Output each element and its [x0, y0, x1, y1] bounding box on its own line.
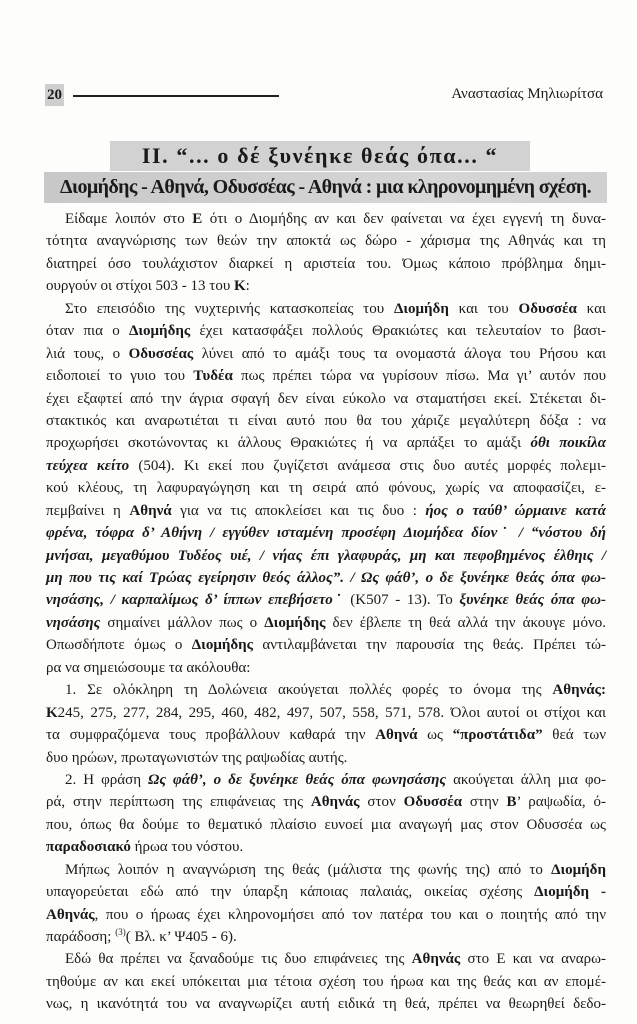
text-run: Αθηνάς	[310, 794, 360, 811]
text-run: ρά, στην περίπτωση της επιφάνειας της	[46, 794, 311, 811]
text-run: Ε	[192, 211, 203, 227]
page-number: 20	[45, 84, 64, 106]
text-run: ειδοποιεί το γυιο του	[46, 368, 194, 385]
text-run: ρα να σημειώσουμε τα ακόλουθα:	[46, 659, 251, 676]
text-run: Διομήδης	[264, 614, 326, 631]
chapter-title: II. “... ο δέ ξυνέηκε θεάς όπα... “	[110, 141, 530, 171]
text-run: θεά των	[542, 727, 606, 744]
text-run: νησάσης, / καρπαλίμως δ’ ίππων επεβήσετο˙	[46, 592, 344, 609]
text-line	[46, 791, 606, 813]
text-run: στον	[359, 794, 404, 811]
header-rule	[73, 95, 279, 97]
text-run: παράδοση;	[46, 929, 116, 945]
text-line	[46, 747, 606, 769]
text-run: φρένα, τόφρα δ’ Αθήνη / εγγύθεν ισταμένη προσέφη Διομήδεα δίον˙ / “νόστου δή	[46, 525, 606, 542]
text-run: ως	[417, 727, 453, 744]
text-run: για να τις αποκλείσει και τις δυο :	[171, 502, 426, 519]
text-run: έχει κατασφάξει πολλούς Θρακιώτες και τελευταίον το βασι-	[190, 323, 606, 340]
text-run: Διομήδη	[393, 300, 449, 317]
text-line	[46, 477, 606, 499]
text-line	[46, 343, 606, 365]
text-run: Αθηνά	[129, 502, 172, 519]
text-line	[46, 365, 606, 387]
text-line	[46, 455, 606, 477]
text-line	[46, 612, 606, 634]
text-line	[46, 500, 606, 522]
text-run: Διομήδης	[129, 323, 191, 340]
text-run: αντιλαμβάνεται την παρουσία της θεάς. Πρέπει τώ-	[252, 637, 606, 654]
text-run: Αθηνάς	[411, 951, 461, 968]
text-run: 1. Σε ολόκληρη τη Δολώνεια ακούγεται πολλές φορές το όνομα της	[65, 682, 553, 699]
text-run: Κ	[234, 278, 246, 295]
text-run: Στο επεισόδιο της νυχτερινής κατασκοπείας του	[65, 300, 394, 317]
text-line	[46, 948, 606, 970]
text-run: 245, 275, 277, 284, 295, 460, 482, 497, 507, 558, 571, 578. Όλοι αυτοί οι στίχοι και	[57, 704, 606, 721]
text-run: 2. Η φράση	[65, 771, 149, 788]
text-run: που, όπως θα δούμε το θεματικό πλαίσιο ευνοεί μια αναγωγή μας στον Οδυσσέα ως	[46, 816, 606, 833]
text-run: “προστάτιδα”	[452, 727, 543, 744]
text-run: έχει εξαφτεί από την άγρια σφαγή δεν είναι εύκολο να σταματήσει εκεί. Στέκεται δι-	[46, 390, 606, 407]
text-line	[46, 881, 606, 903]
text-run: ήος ο ταύθ’ ώρμαινε κατά	[425, 502, 606, 519]
text-run: Τυδέα	[193, 368, 233, 385]
text-run: τα συμφραζόμενα τους προβάλλουν καθαρά την	[46, 727, 376, 744]
text-run: Ως φάθ’, ο δε ξυνέηκε θεάς όπα φωνησάσης	[148, 771, 447, 788]
text-line	[46, 432, 606, 454]
text-line	[46, 634, 606, 656]
text-run: όταν πια ο	[46, 323, 129, 340]
text-run: κού κλέους, τη λαφυραγώγηση και τη σειρά από φόνους, χωρίς να αποφασίζει, ε-	[46, 480, 606, 497]
running-header-author: Αναστασίας Μηλιωρίτσα	[451, 86, 603, 102]
text-line	[46, 769, 606, 791]
text-run: υπαγορεύεται εδώ από την ύπαρξη κάποιας παλαιάς, οικείας σχέσης	[46, 884, 535, 901]
text-run: Αθηνά	[375, 727, 418, 744]
text-run: Οδυσσέα	[518, 300, 577, 317]
text-line	[46, 567, 606, 589]
text-run: (504). Κι εκεί που ζυγίζετσι ανάμεσα στις δυο αυτές μορφές πολεμι-	[129, 457, 606, 474]
text-line	[46, 993, 606, 1015]
text-line	[46, 230, 606, 252]
text-run: Διομήδη	[551, 861, 606, 878]
text-run: στο Ε και να αναρω-	[460, 951, 607, 968]
text-run: ουργούν οι στίχοι 503 - 13 του	[46, 278, 234, 295]
text-line	[46, 836, 606, 858]
text-run: ξυνέηκε θεάς όπα φω-	[459, 592, 606, 609]
text-line	[46, 208, 606, 230]
text-line	[46, 298, 606, 320]
text-run: Διομήδης	[191, 637, 253, 654]
text-line	[46, 320, 606, 342]
text-line	[46, 657, 606, 679]
text-run: όθι ποικίλα	[530, 435, 606, 452]
text-run: , που ο ήρωας έχει κληρονομήσει από τον πατέρα του και ο ποιητής από την	[94, 906, 606, 923]
text-line	[46, 545, 606, 567]
text-line	[46, 679, 606, 701]
body-text	[46, 208, 606, 1016]
text-run: σημαίνει μάλλον πως ο	[100, 614, 265, 631]
text-run: (Κ507 - 13). Το	[343, 592, 460, 609]
text-line	[46, 926, 606, 948]
text-line	[46, 971, 606, 993]
text-run: τότητα αναγνώρισης των θεών την αποκτά ως δώρο - χάρισμα της Αθηνάς και τη	[46, 233, 606, 250]
text-run: ότι ο Διομήδης αν και δεν φαίνεται να έχει εγγενή τη δυνα-	[202, 211, 607, 227]
text-run: δεν έβλεπε τη θεά αλλά την άκουγε μόνο.	[325, 614, 606, 631]
text-run: Αθηνάς:	[552, 682, 606, 699]
text-run: δυο ηρώων, πρωταγωνιστών της ραψωδίας αυτής.	[46, 749, 348, 766]
text-run: ( Βλ. κ’ Ψ405 - 6).	[125, 929, 237, 945]
text-run: και	[576, 300, 606, 317]
text-run: Οπωσδήποτε όμως ο	[46, 637, 192, 654]
text-run: λιά τους, ο	[46, 345, 129, 362]
text-line	[46, 702, 606, 724]
text-run: στην	[462, 794, 507, 811]
text-line	[46, 275, 606, 297]
text-run: Μήπως λοιπόν η αναγνώριση της θεάς (μάλιστα της φωνής της) από το	[65, 861, 552, 878]
text-run: προχωρήσει σκοτώνοντας κι άλλους Θρακιώτες ή να αρπάξει το αμάξι	[46, 435, 531, 452]
text-run: ακούγεται άλλη μια φο-	[446, 771, 606, 788]
text-run: Β	[506, 794, 517, 811]
text-run: Είδαμε λοιπόν στο	[65, 211, 193, 227]
text-run: διατηρεί όσο τουλάχιστον διαρκεί η αριστεία του. Όμως κάποιο πρόβλημα δημι-	[46, 255, 606, 272]
text-run: μνήσαι, μεγαθύμου Τυδέος υιέ, / νήας έπι γλαφυράς, μη και πεφοβημένος έλθηις /	[46, 547, 606, 564]
text-line	[46, 589, 606, 611]
text-run: νως, η ικανότητά του να αναγνωρίζει αυτή ειδικά τη θεά, πρέπει να θεωρηθεί δεδο-	[46, 996, 606, 1013]
text-run: Κ	[46, 704, 58, 721]
text-line	[46, 522, 606, 544]
text-run: Οδυσσέα	[403, 794, 462, 811]
text-run: ήρωα του νόστου.	[130, 839, 244, 856]
text-run: τηθούμε αν και εκεί υπόκειται μια τέτοια σχέση του ήρωα και της θεάς και αν επομέ-	[46, 973, 606, 990]
text-run: στακτικός και αναρωτιέται τι είναι αυτό που θα του χάριζε μεγαλύτερη δόξα : να	[46, 412, 606, 429]
text-run: παραδοσιακό	[46, 839, 131, 856]
text-line	[46, 904, 606, 926]
footnote-ref: (3)	[115, 927, 126, 937]
text-line	[46, 253, 606, 275]
text-run: ’ ραψωδία, ό-	[516, 794, 606, 811]
text-run: και του	[448, 300, 519, 317]
text-line	[46, 410, 606, 432]
text-line	[46, 388, 606, 410]
text-run: πεμβαίνει η	[46, 502, 130, 519]
text-run: νησάσης	[46, 614, 101, 631]
text-run: Εδώ θα πρέπει να ξαναδούμε τις δυο επιφάνειες της	[65, 951, 412, 968]
text-run: τεύχεα κείτο	[46, 457, 130, 474]
text-line	[46, 814, 606, 836]
text-run: πως πρέπει τώρα να γυρίσουν πίσω. Μα γι’ αυτόν που	[232, 368, 606, 385]
text-run: Διομήδη -	[534, 884, 606, 901]
text-run: Αθηνάς	[46, 906, 95, 923]
chapter-subtitle: Διομήδης - Αθηνά, Οδυσσέας - Αθηνά : μια κληρονομημένη σχέση.	[44, 172, 607, 203]
text-line	[46, 859, 606, 881]
text-run: μη που τις καί Τρώας εγείρησιν θεός άλλος”. / Ως φάθ’, ο δε ξυνέηκε θεάς όπα φω-	[46, 570, 606, 586]
text-line	[46, 724, 606, 746]
text-run: Οδυσσέας	[128, 345, 194, 362]
text-run: :	[245, 278, 250, 295]
text-run: λύνει από το αμάξι τους τα ονομαστά άλογα του Ρήσου και	[193, 345, 606, 362]
